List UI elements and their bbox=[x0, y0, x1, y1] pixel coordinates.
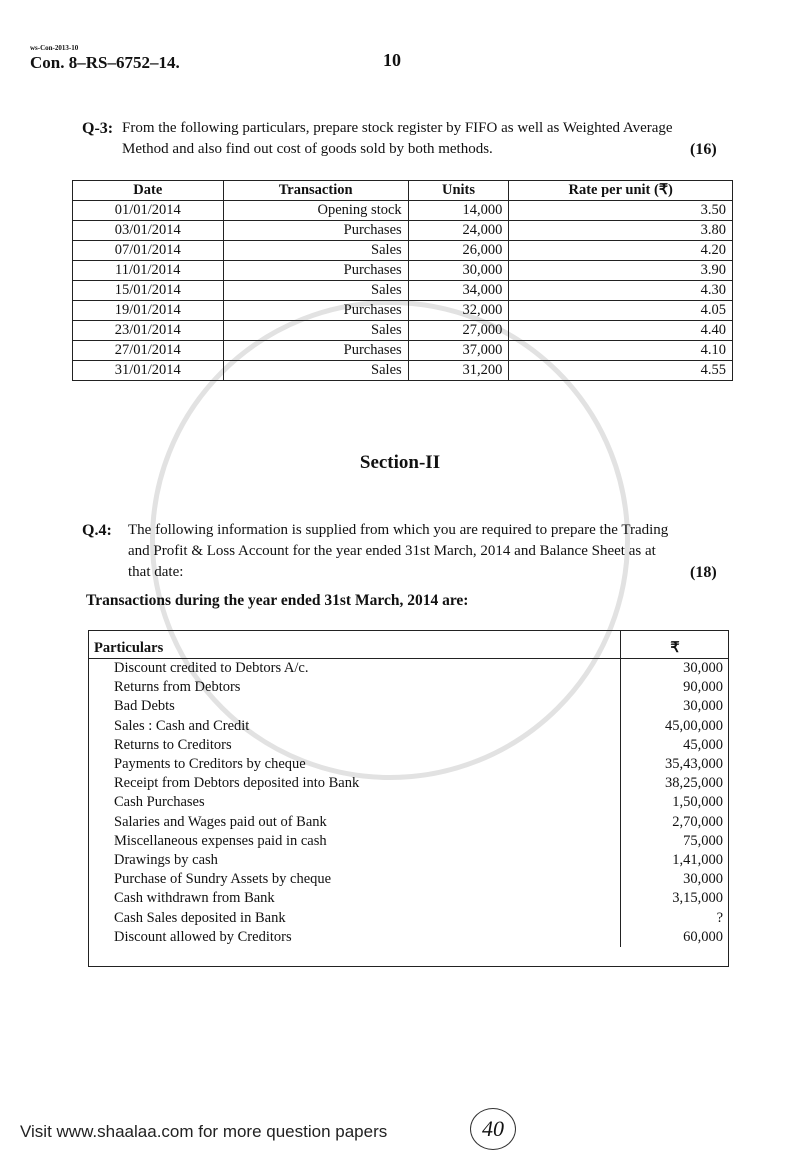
page-number: 10 bbox=[383, 50, 401, 70]
q4-marks: (18) bbox=[690, 564, 717, 581]
paper-code: Con. 8–RS–6752–14. bbox=[30, 53, 180, 72]
table-row bbox=[88, 793, 729, 812]
header-row bbox=[88, 630, 729, 659]
particular-cell: Discount credited to Debtors A/c. bbox=[88, 659, 621, 679]
table-cell: 27/01/2014 bbox=[73, 341, 224, 361]
section-heading: Section-II bbox=[359, 452, 441, 473]
table-cell: 4.05 bbox=[509, 301, 733, 321]
table-row bbox=[88, 659, 729, 679]
column-header: Transaction bbox=[223, 181, 408, 201]
particular-cell: Receipt from Debtors deposited into Bank bbox=[88, 774, 621, 793]
table-cell: Purchases bbox=[223, 261, 408, 281]
table-cell: Purchases bbox=[223, 221, 408, 241]
table-cell: Purchases bbox=[223, 301, 408, 321]
table-cell: 14,000 bbox=[408, 201, 509, 221]
table-cell: 15/01/2014 bbox=[73, 281, 224, 301]
table-row bbox=[88, 678, 729, 697]
table-row bbox=[73, 261, 733, 281]
amount-cell: ? bbox=[716, 909, 723, 926]
amount-cell: 1,41,000 bbox=[672, 851, 723, 868]
table-cell: 3.80 bbox=[509, 221, 733, 241]
particular-cell: Cash Sales deposited in Bank bbox=[88, 908, 621, 927]
table-row bbox=[88, 736, 729, 755]
particular-cell: Discount allowed by Creditors bbox=[88, 928, 621, 947]
q4-label: Q.4: bbox=[82, 522, 112, 539]
table-row bbox=[88, 851, 729, 870]
particular-cell: Drawings by cash bbox=[88, 851, 621, 870]
column-header: ₹ bbox=[621, 630, 730, 659]
particular-cell: Cash Purchases bbox=[88, 793, 621, 812]
table-row bbox=[88, 832, 729, 851]
table-cell: Opening stock bbox=[223, 201, 408, 221]
table-cell: 11/01/2014 bbox=[73, 261, 224, 281]
amount-cell: 30,000 bbox=[683, 660, 723, 677]
column-header: Units bbox=[408, 181, 509, 201]
table-cell: 03/01/2014 bbox=[73, 221, 224, 241]
table-row bbox=[73, 241, 733, 261]
column-header: Rate per unit (₹) bbox=[509, 181, 733, 201]
table-cell: Sales bbox=[223, 361, 408, 381]
handwritten-page-number: 40 bbox=[470, 1108, 516, 1150]
table-row bbox=[73, 321, 733, 341]
table-row bbox=[88, 697, 729, 716]
table-row bbox=[73, 301, 733, 321]
table-cell: 31,200 bbox=[408, 361, 509, 381]
table-row bbox=[73, 341, 733, 361]
table-cell: 34,000 bbox=[408, 281, 509, 301]
table-cell: 31/01/2014 bbox=[73, 361, 224, 381]
amount-cell: 38,25,000 bbox=[665, 775, 723, 792]
table-row bbox=[88, 813, 729, 832]
stock-table bbox=[72, 180, 733, 381]
table-cell: 23/01/2014 bbox=[73, 321, 224, 341]
table-cell: Sales bbox=[223, 281, 408, 301]
q4-text: The following information is supplied from which you are required to prepare the Trading and Profit & Loss Account for the year ended 31st March, 2014 and Balance Sheet as at that date: bbox=[128, 522, 669, 580]
q3-label: Q-3: bbox=[82, 120, 114, 137]
particular-cell: Returns to Creditors bbox=[88, 736, 621, 755]
q4-subheading: Transactions during the year ended 31st March, 2014 are: bbox=[86, 592, 469, 609]
table-cell: 4.30 bbox=[509, 281, 733, 301]
amount-cell: 60,000 bbox=[683, 928, 723, 945]
table-cell: 07/01/2014 bbox=[73, 241, 224, 261]
table-cell: 4.40 bbox=[509, 321, 733, 341]
small-code: ws-Con-2013-10 bbox=[30, 44, 79, 52]
table-cell: 26,000 bbox=[408, 241, 509, 261]
table-cell: 24,000 bbox=[408, 221, 509, 241]
column-header: Date bbox=[73, 181, 224, 201]
amount-cell: 3,15,000 bbox=[672, 890, 723, 907]
table-cell: 19/01/2014 bbox=[73, 301, 224, 321]
q3-text: From the following particulars, prepare stock register by FIFO as well as Weighted Average Method and also find out cost of goods sold by both methods. bbox=[122, 120, 673, 157]
particular-cell: Purchase of Sundry Assets by cheque bbox=[88, 870, 621, 889]
table-cell: 37,000 bbox=[408, 341, 509, 361]
amount-cell: 75,000 bbox=[683, 832, 723, 849]
amount-cell: 45,000 bbox=[683, 736, 723, 753]
table-cell: Sales bbox=[223, 241, 408, 261]
amount-cell: 45,00,000 bbox=[665, 717, 723, 734]
particular-cell: Cash withdrawn from Bank bbox=[88, 889, 621, 908]
column-header: Particulars bbox=[88, 630, 621, 659]
table-cell: 27,000 bbox=[408, 321, 509, 341]
amount-cell: 30,000 bbox=[683, 871, 723, 888]
table-cell: 3.50 bbox=[509, 201, 733, 221]
table-cell: 32,000 bbox=[408, 301, 509, 321]
transactions-table bbox=[88, 630, 729, 947]
footer-text: Visit www.shaalaa.com for more question papers bbox=[20, 1122, 388, 1141]
amount-cell: 2,70,000 bbox=[672, 813, 723, 830]
q3-marks: (16) bbox=[690, 141, 717, 158]
table-row bbox=[73, 281, 733, 301]
amount-cell: 90,000 bbox=[683, 679, 723, 696]
table-cell: 3.90 bbox=[509, 261, 733, 281]
amount-cell: 30,000 bbox=[683, 698, 723, 715]
table-cell: Sales bbox=[223, 321, 408, 341]
table-row bbox=[88, 889, 729, 908]
particular-cell: Miscellaneous expenses paid in cash bbox=[88, 832, 621, 851]
table-row bbox=[88, 870, 729, 889]
table-cell: 30,000 bbox=[408, 261, 509, 281]
table-cell: 4.20 bbox=[509, 241, 733, 261]
table-cell: 01/01/2014 bbox=[73, 201, 224, 221]
table-row bbox=[88, 774, 729, 793]
table-cell: 4.10 bbox=[509, 341, 733, 361]
particular-cell: Bad Debts bbox=[88, 697, 621, 716]
table-row bbox=[88, 717, 729, 736]
table-cell: 4.55 bbox=[509, 361, 733, 381]
table-row bbox=[88, 908, 729, 927]
table-row bbox=[73, 221, 733, 241]
table-cell: Purchases bbox=[223, 341, 408, 361]
table-row bbox=[88, 755, 729, 774]
particular-cell: Sales : Cash and Credit bbox=[88, 717, 621, 736]
table-row bbox=[88, 928, 729, 947]
particular-cell: Payments to Creditors by cheque bbox=[88, 755, 621, 774]
table-row bbox=[73, 361, 733, 381]
amount-cell: 35,43,000 bbox=[665, 756, 723, 773]
particular-cell: Salaries and Wages paid out of Bank bbox=[88, 813, 621, 832]
amount-cell: 1,50,000 bbox=[672, 794, 723, 811]
particular-cell: Returns from Debtors bbox=[88, 678, 621, 697]
table-row bbox=[73, 201, 733, 221]
